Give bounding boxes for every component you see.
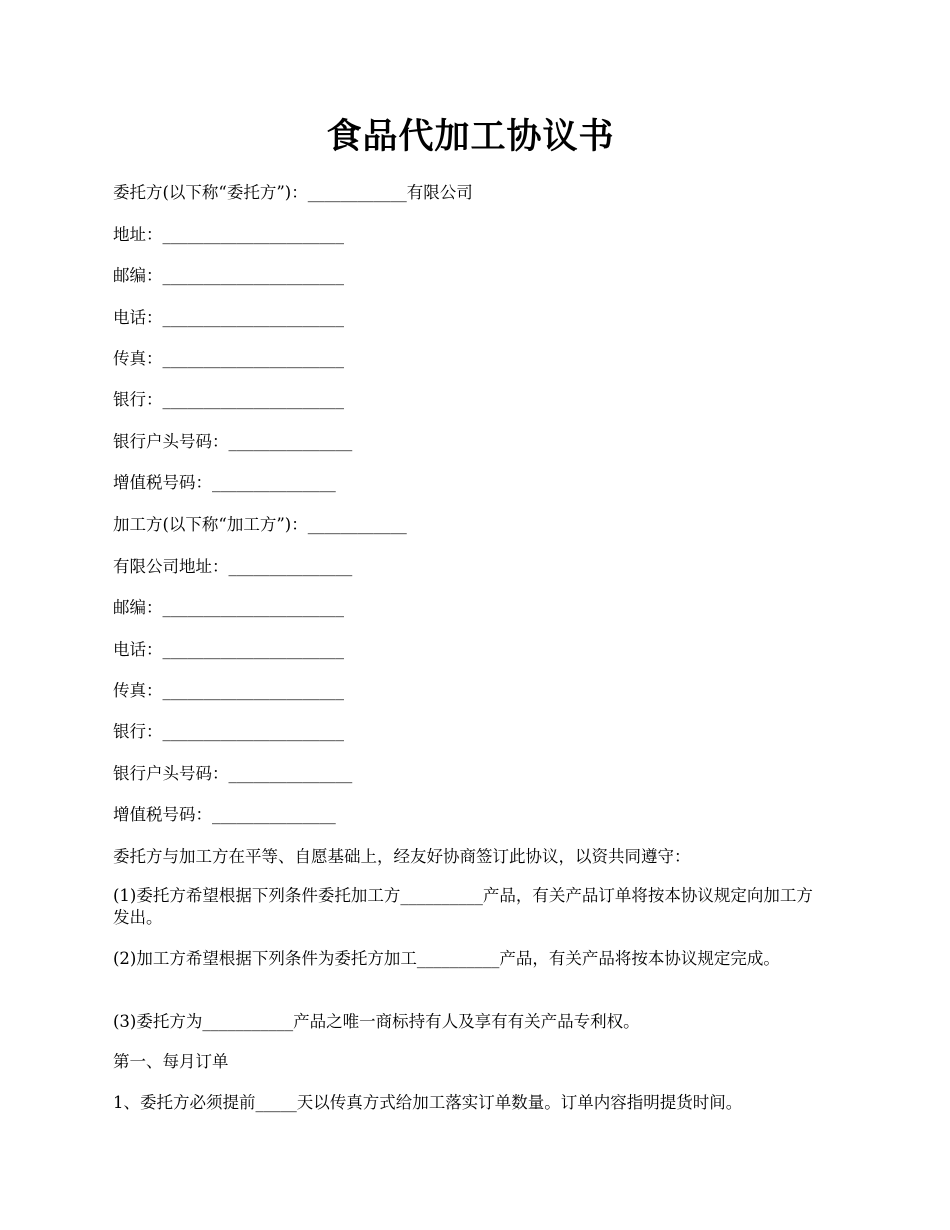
document-title: 食品代加工协议书: [326, 116, 615, 157]
processor-account-line: 银行户头号码：_______________: [113, 764, 353, 783]
client-address-line: 地址：______________________: [113, 225, 344, 244]
processor-phone-line: 电话：______________________: [113, 640, 344, 659]
section-heading-monthly-orders: 第一、每月订单: [113, 1052, 229, 1071]
agreement-intro: 委托方与加工方在平等、自愿基础上，经友好协商签订此协议，以资共同遵守：: [113, 847, 691, 866]
client-fax-line: 传真：______________________: [113, 349, 344, 368]
processor-name-line: 加工方(以下称“加工方”)：____________: [113, 515, 407, 534]
client-tax-line: 增值税号码：_______________: [113, 473, 336, 492]
client-account-line: 银行户头号码：_______________: [113, 432, 353, 451]
client-postcode-line: 邮编：______________________: [113, 266, 344, 285]
processor-fax-line: 传真：______________________: [113, 681, 344, 700]
client-bank-line: 银行：______________________: [113, 390, 344, 409]
clause-3: (3)委托方为___________产品之唯一商标持有人及享有有关产品专利权。: [113, 1012, 640, 1031]
processor-address-line: 有限公司地址：_______________: [113, 557, 353, 576]
processor-bank-line: 银行：______________________: [113, 722, 344, 741]
processor-postcode-line: 邮编：______________________: [113, 598, 344, 617]
client-phone-line: 电话：______________________: [113, 308, 344, 327]
client-name-line: 委托方(以下称“委托方”)：____________有限公司: [113, 183, 473, 202]
processor-tax-line: 增值税号码：_______________: [113, 805, 336, 824]
section-item-1: 1、委托方必须提前_____天以传真方式给加工落实订单数量。订单内容指明提货时间。: [113, 1093, 743, 1112]
clause-1: (1)委托方希望根据下列条件委托加工方__________产品，有关产品订单将按本协议规定向加工方发出。: [113, 886, 813, 927]
clause-2: (2)加工方希望根据下列条件为委托方加工__________产品，有关产品将按本协议规定完成。: [113, 949, 780, 968]
